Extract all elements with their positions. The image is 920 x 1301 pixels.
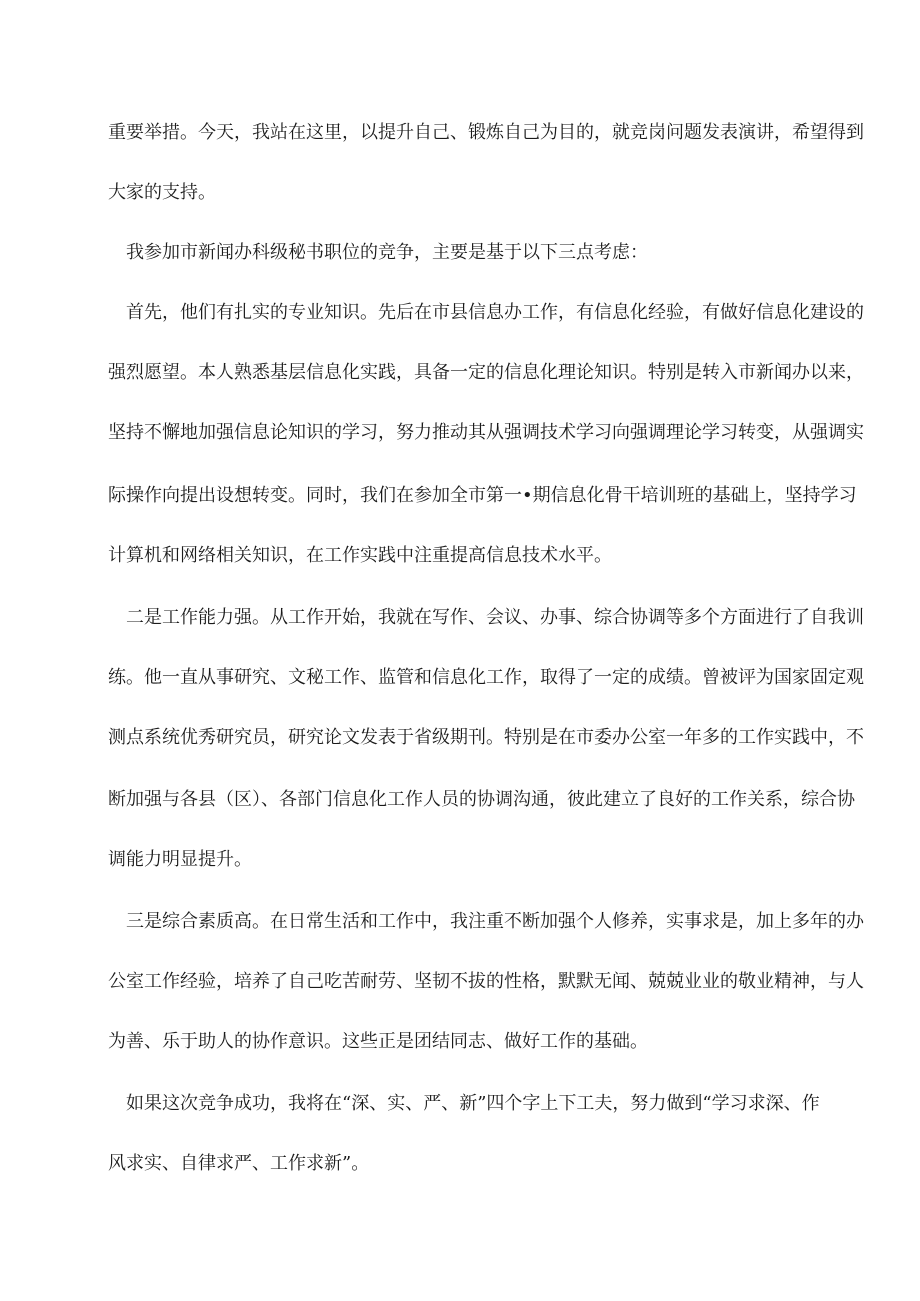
text-line: 风求实、自律求严、工作求新”。 — [108, 1153, 370, 1174]
text-line: 重要举措。今天，我站在这里，以提升自己、锻炼自己为目的，就竞岗问题发表演讲，希望得到 — [108, 122, 864, 143]
text-line: 首先，他们有扎实的专业知识。先后在市县信息办工作，有信息化经验，有做好信息化建设的 — [126, 302, 864, 323]
text-line: 练。他一直从事研究、文秘工作、监管和信息化工作，取得了一定的成绩。曾被评为国家固定观 — [108, 667, 864, 688]
text-line: 公室工作经验，培养了自己吃苦耐劳、坚韧不拔的性格，默默无闻、兢兢业业的敬业精神，与人 — [108, 971, 864, 992]
text-line: 计算机和网络相关知识，在工作实践中注重提高信息技术水平。 — [108, 545, 612, 566]
text-line: 如果这次竞争成功，我将在“深、实、严、新”四个字上下工夫，努力做到“学习求深、作 — [126, 1093, 820, 1114]
text-line: 坚持不懈地加强信息论知识的学习，努力推动其从强调技术学习向强调理论学习转变，从强调实 — [108, 422, 864, 443]
text-line: 三是综合素质高。在日常生活和工作中，我注重不断加强个人修养，实事求是，加上多年的办 — [126, 911, 864, 932]
text-line: 为善、乐于助人的协作意识。这些正是团结同志、做好工作的基础。 — [108, 1031, 648, 1052]
text-line: 强烈愿望。本人熟悉基层信息化实践，具备一定的信息化理论知识。特别是转入市新闻办以来， — [108, 362, 864, 383]
text-line: 大家的支持。 — [108, 182, 216, 203]
text-line: 二是工作能力强。从工作开始，我就在写作、会议、办事、综合协调等多个方面进行了自我训 — [126, 607, 864, 628]
text-line: 断加强与各县（区）、各部门信息化工作人员的协调沟通，彼此建立了良好的工作关系，综合协 — [108, 789, 855, 810]
text-line: 际操作向提出设想转变。同时，我们在参加全市第一•期信息化骨干培训班的基础上，坚持学习 — [108, 485, 857, 506]
text-line: 调能力明显提升。 — [108, 849, 252, 870]
text-line: 我参加市新闻办科级秘书职位的竞争，主要是基于以下三点考虑： — [126, 242, 648, 263]
text-line: 测点系统优秀研究员，研究论文发表于省级期刊。特别是在市委办公室一年多的工作实践中，不 — [108, 727, 864, 748]
